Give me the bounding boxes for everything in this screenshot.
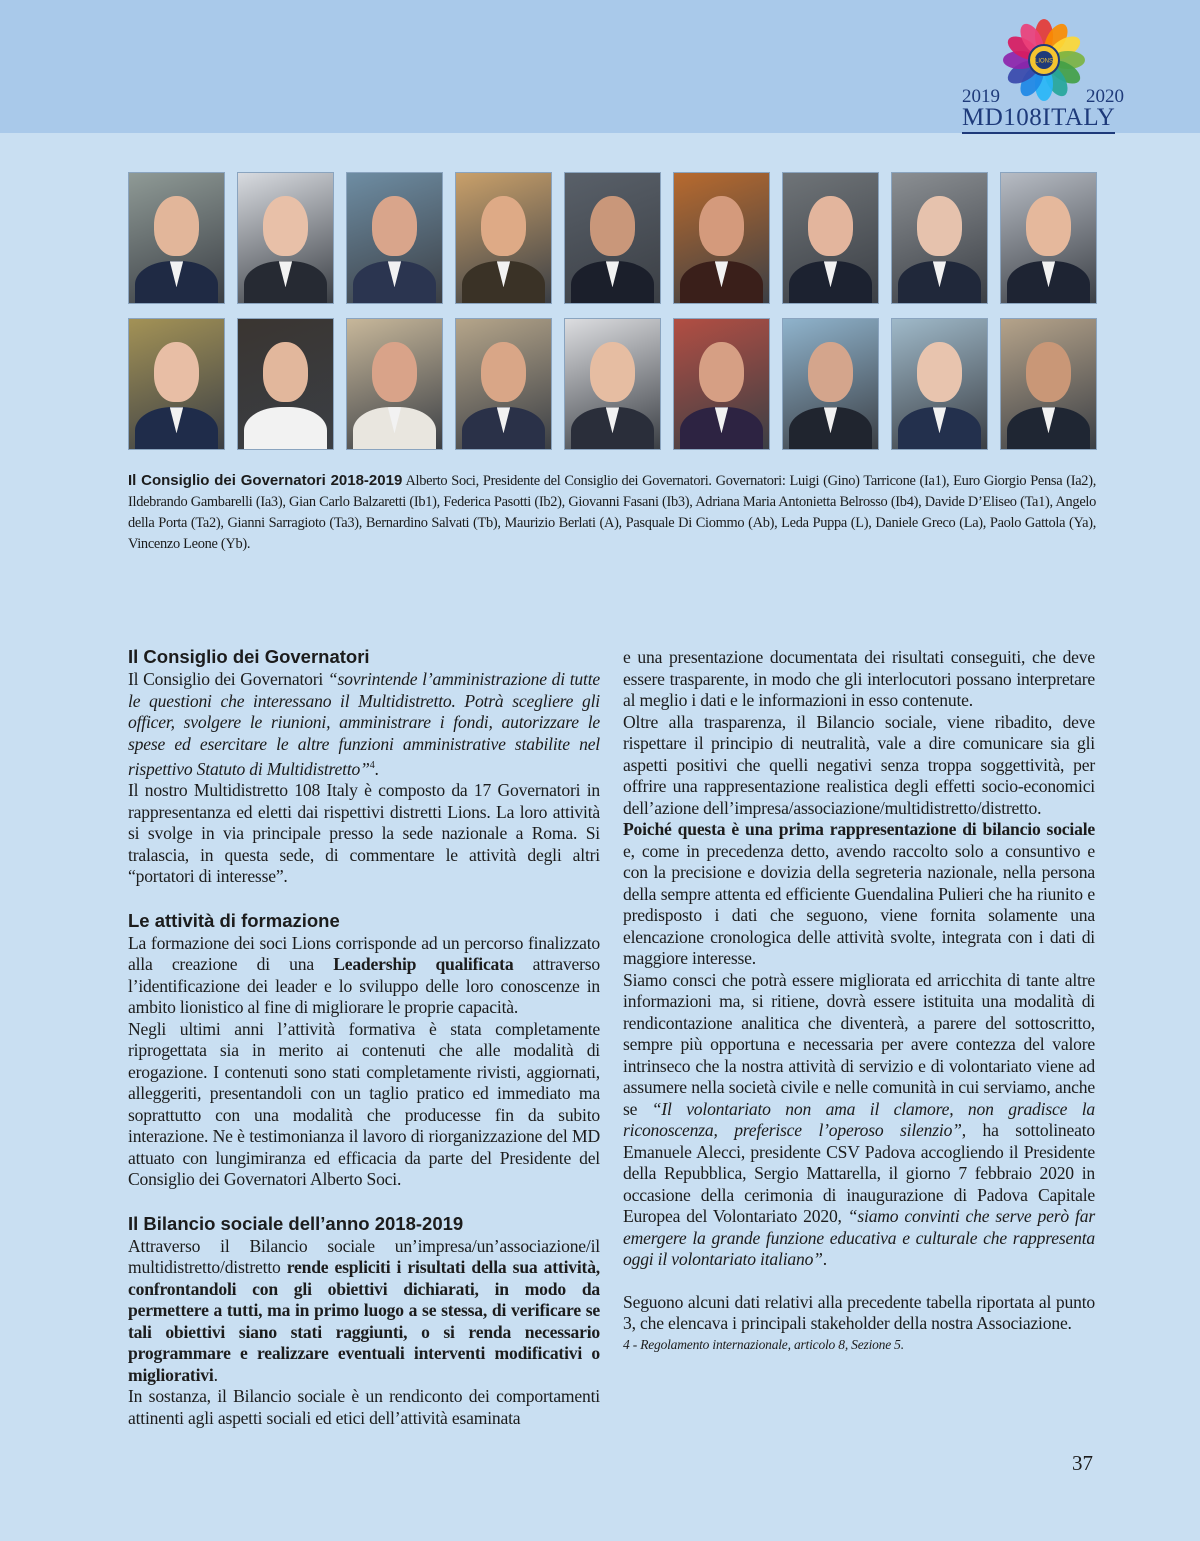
portrait-head (263, 196, 309, 256)
paragraph: e una presentazione documentata dei risultati conseguiti, che deve essere trasparente, in modo che gli interlocutori possano interpretare al meglio i dati e le informazioni in esso contenute. (623, 647, 1095, 710)
caption-title: Il Consiglio dei Governatori 2018-2019 (128, 472, 403, 489)
year-start: 2019 (962, 86, 1000, 107)
paragraph: In sostanza, il Bilancio sociale è un rendiconto dei comportamenti attinenti agli aspetti sociali ed etici dell’attività esaminata (128, 1386, 600, 1428)
portrait-head (481, 342, 527, 402)
left-column (128, 645, 600, 1429)
portrait-head (1026, 196, 1072, 256)
section-title-bilancio: Il Bilancio sociale dell’anno 2018-2019 (128, 1212, 464, 1234)
year-end: 2020 (1086, 86, 1124, 107)
portrait-head (590, 196, 636, 256)
governor-photo (237, 318, 334, 450)
governor-photo (1000, 318, 1097, 450)
paragraph: La formazione dei soci Lions corrisponde ad un percorso finalizzato alla creazione di una Leadership qualificata attraverso l’identificazione dei leader e lo sviluppo delle loro conoscenze in ambito lionistico al fine di migliorare le proprie capacità. (128, 932, 601, 1018)
quote: “sovrintende l’amministrazione di tutte le questioni che interessano il Multidistretto. Potrà scegliere gli officer, svolgere le riunioni, amministrare i fondi, autorizzare le spese ed esercitare le altre funzioni amministrative stabilite nel rispettivo Statuto di Multidistretto” (128, 669, 600, 779)
footnote: 4 - Regolamento internazionale, articolo 8, Sezione 5. (623, 1336, 904, 1352)
paragraph: Siamo consci che potrà essere migliorata ed arricchita di tante altre informazioni ma, si ritiene, dovrà essere istituita una modalità di rendicontazione analitica che diventerà, a parere del sottoscritto, sempre più opportuna e necessaria per avere contezza del valore intrinseco che la nostra attività di servizio e di volontariato viene ad assumere nella società civile e nelle comunità in cui serviamo, anche se “Il volontariato non ama il clamore, non gradisce la riconoscenza, preferisce l’operoso silenzio”, ha sottolineato Emanuele Alecci, presidente CSV Padova accogliendo il Presidente della Repubblica, Sergio Mattarella, il giorno 7 febbraio 2020 in occasione della cerimonia di inaugurazione di Padova Capitale Europea del Volontariato 2020, “siamo convinti che serve però far emergere la grande funzione educativa e culturale che rappresenta oggi il volontariato italiano”. (623, 969, 1095, 1269)
governor-photo (237, 172, 334, 304)
portrait-head (699, 196, 745, 256)
governors-photo-grid (128, 172, 1096, 450)
governor-photo (673, 172, 770, 304)
lions-emblem-text: LIONS (1034, 58, 1054, 65)
governor-photo (564, 172, 661, 304)
section-title-formazione: Le attività di formazione (128, 909, 340, 931)
governor-photo (455, 318, 552, 450)
portrait-head (808, 342, 854, 402)
photo-caption (128, 470, 1096, 555)
governor-photo (1000, 172, 1097, 304)
page-number: 37 (1072, 1451, 1093, 1475)
paragraph: Oltre alla trasparenza, il Bilancio sociale, viene ribadito, deve rispettare il principio di neutralità, vale a dire comunicare sia gli aspetti positivi che quelli negativi senza troppa soggettività, per offrire una rappresentazione realistica degli effetti socio-economici dell’azione dell’impresa/associazione/multidistretto/distretto. (623, 711, 1095, 818)
governor-photo (564, 318, 661, 450)
portrait-head (372, 342, 418, 402)
portrait-head (481, 196, 527, 256)
portrait-head (917, 196, 963, 256)
portrait-head (372, 196, 418, 256)
paragraph: Attraverso il Bilancio sociale un’impresa/un’associazione/il multidistretto/distretto rende espliciti i risultati della sua attività, confrontandoli con gli obiettivi dichiarati, in modo da permettere a tutti, ma in primo luogo a se stessa, di verificare se tali obiettivi siano stati raggiunti, o si renda necessario programmare e realizzare eventuali interventi modificativi o migliorativi. (128, 1235, 600, 1385)
portrait-head (699, 342, 745, 402)
paragraph: Seguono alcuni dati relativi alla precedente tabella riportata al punto 3, che elencava i principali stakeholder della nostra Associazione. (623, 1291, 1095, 1333)
portrait-head (154, 342, 200, 402)
portrait-head (154, 196, 200, 256)
portrait-head (808, 196, 854, 256)
governor-photo (128, 318, 225, 450)
brand-name: MD108ITALY (962, 104, 1115, 134)
governor-photo (782, 318, 879, 450)
paragraph: Il nostro Multidistretto 108 Italy è composto da 17 Governatori in rappresentanza ed eletti dai rispettivi distretti Lions. La loro attività si svolge in via principale presso la sede nazionale a Roma. Si tralascia, in questa sede, di commentare le attività degli altri “portatori di interesse”. (128, 780, 600, 887)
governor-photo (346, 172, 443, 304)
governor-photo (673, 318, 770, 450)
portrait-head (917, 342, 963, 402)
governor-photo (455, 172, 552, 304)
lions-flower-logo-icon (1002, 18, 1086, 102)
governor-photo (128, 172, 225, 304)
section-title-consiglio: Il Consiglio dei Governatori (128, 646, 370, 667)
paragraph: Negli ultimi anni l’attività formativa è stata completamente riprogettata sia in merito ai contenuti che alle modalità di erogazione. I contenuti sono stati completamente rivisti, aggiornati, alleggeriti, presentandoli con un taglio pratico ed immediato ma soprattutto con una modalità che producesse fin da subito interazione. Ne è testimonianza il lavoro di riorganizzazione del MD attuato con lungimiranza ed efficacia da parte del Presidente del Consiglio dei Governatori Alberto Soci. (128, 1018, 600, 1190)
governor-photo (891, 172, 988, 304)
paragraph: Poiché questa è una prima rappresentazione di bilancio sociale e, come in precedenza detto, avendo raccolto solo a consuntivo e con la precisione e dovizia della segreteria nazionale, nella persona della sempre attenta ed efficiente Guendalina Pulieri che ha riunito e predisposto i dati che seguono, viene fornita solamente una elencazione cronologica delle attività svolte, integrata con i dati di maggiore interesse. (623, 819, 1095, 968)
footnote-ref: 4 (369, 760, 375, 771)
portrait-head (263, 342, 309, 402)
governor-photo (346, 318, 443, 450)
governor-photo (782, 172, 879, 304)
governor-photo (891, 318, 988, 450)
md108-logo (958, 18, 1130, 136)
portrait-head (590, 342, 636, 402)
caption-text: Alberto Soci, Presidente del Consiglio dei Governatori. Governatori: Luigi (Gino) Tarricone (Ia1), Euro Giorgio Pensa (Ia2), Ildebrando Gambarelli (Ia3), Gian Carlo Balzaretti (Ib1), Federica Pasotti (Ib2), Giovanni Fasani (Ib3), Adriana Maria Antonietta Belrosso (Ib4), Davide D’Eliseo (Ta1), Angelo della Porta (Ta2), Gianni Sarragioto (Ta3), Bernardino Salvati (Tb), Maurizio Berlati (A), Pasquale Di Ciommo (Ab), Leda Puppa (L), Daniele Greco (La), Paolo Gattola (Ya), Vincenzo Leone (Yb). (128, 473, 1096, 552)
right-column (623, 647, 1095, 1355)
portrait-head (1026, 342, 1072, 402)
paragraph: Il Consiglio dei Governatori “sovrintende l’amministrazione di tutte le questioni che interessano il Multidistretto. Potrà scegliere gli officer, svolgere le riunioni, amministrare i fondi, autorizzare le spese ed esercitare le altre funzioni amministrative stabilite nel rispettivo Statuto di Multidistretto”$^4$. (128, 669, 600, 779)
